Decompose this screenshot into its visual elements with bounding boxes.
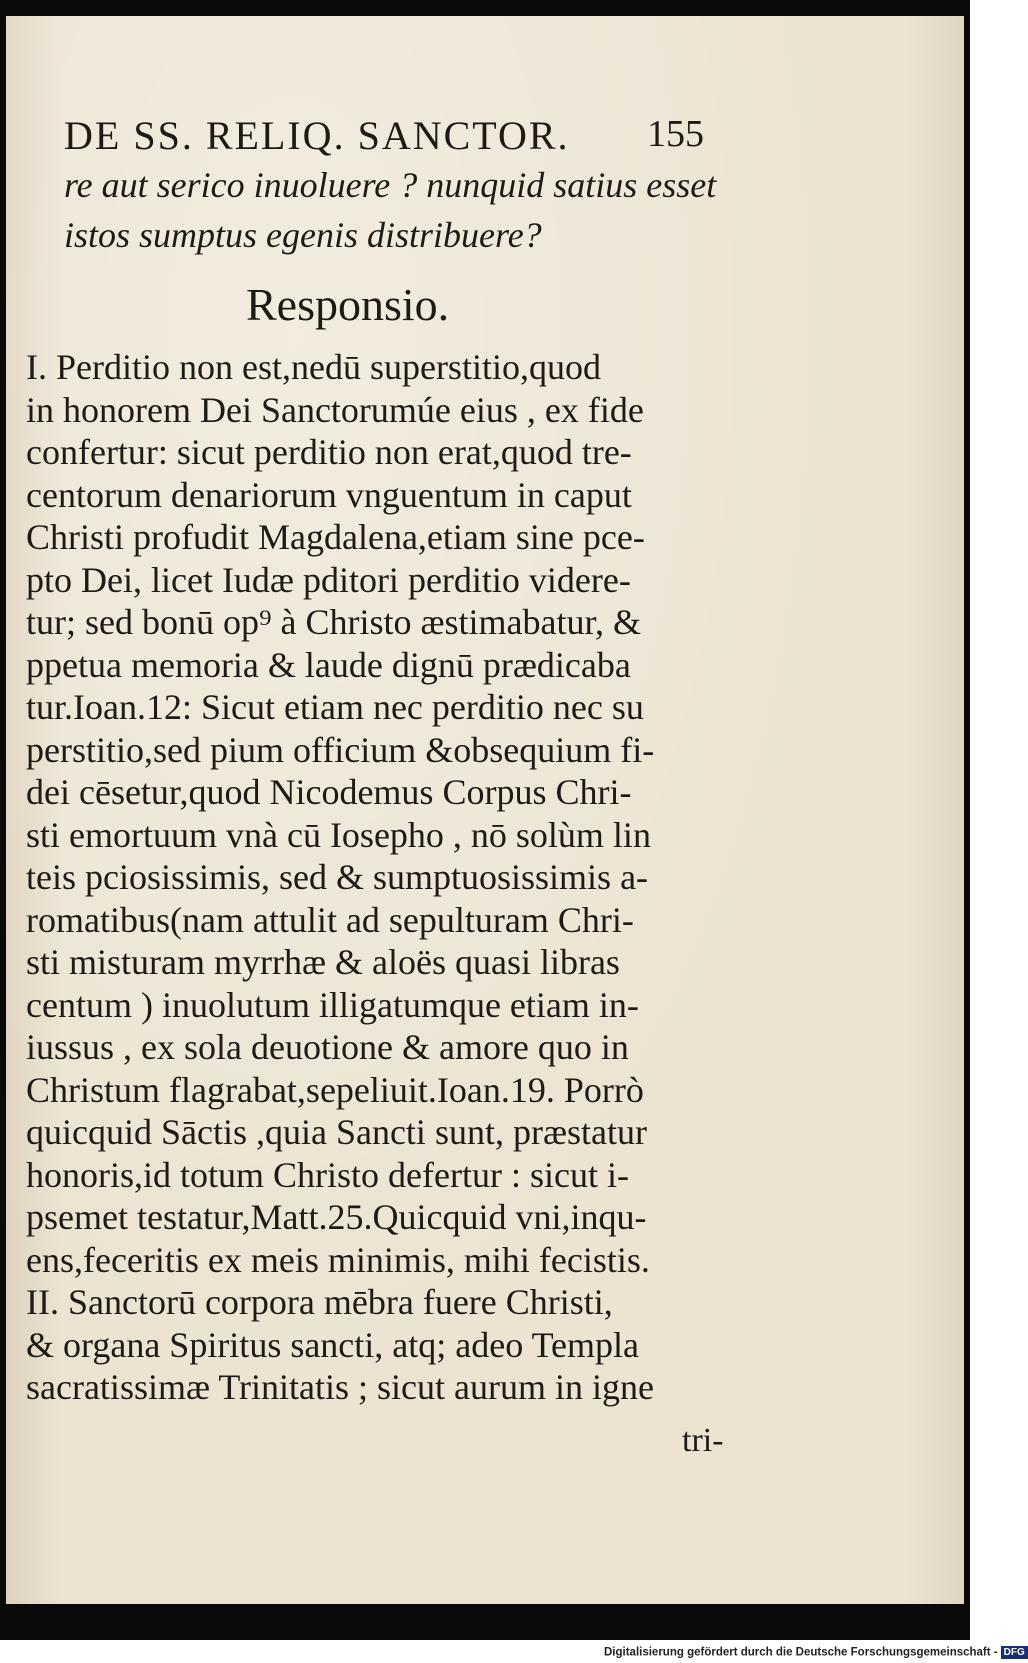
book-page bbox=[6, 16, 964, 1604]
body-line: dei cēsetur,quod Nicodemus Corpus Chri- bbox=[26, 772, 632, 812]
section-heading: Responsio. bbox=[246, 279, 450, 330]
body-line: centorum denariorum vnguentum in caput bbox=[26, 474, 632, 515]
body-line: teis pciosissimis, sed & sumptuosissimis a- bbox=[26, 857, 649, 897]
body-line: centum ) inuolutum illigatumque etiam in- bbox=[26, 984, 639, 1025]
body-line: sti emortuum vnà cū Iosepho , nō solùm lin bbox=[26, 814, 651, 855]
body-line: I. Perditio non est,nedū superstitio,quod bbox=[26, 347, 601, 387]
body-line: perstitio,sed pium officium &obsequium fi- bbox=[26, 729, 655, 770]
digitization-credit bbox=[604, 1646, 1028, 1659]
body-line: ppetua memoria & laude dignū prædicaba bbox=[26, 644, 631, 685]
body-line: honoris,id totum Christo defertur : sicut i- bbox=[26, 1154, 629, 1195]
body-line: Christi profudit Magdalena,etiam sine pce- bbox=[26, 517, 645, 557]
body-line: II. Sanctorū corpora mēbra fuere Christi, bbox=[26, 1282, 613, 1322]
body-line: quicquid Sāctis ,quia Sancti sunt, præstatur bbox=[26, 1112, 647, 1152]
body-line: confertur: sicut perditio non erat,quod tre- bbox=[26, 432, 632, 472]
body-text bbox=[26, 346, 736, 1409]
body-line: tur; sed bonū op⁹ à Christo æstimabatur, & bbox=[26, 602, 642, 642]
body-line: romatibus(nam attulit ad sepulturam Chri- bbox=[26, 899, 634, 940]
page-header bbox=[64, 112, 704, 168]
body-line: iussus , ex sola deuotione & amore quo in bbox=[26, 1027, 629, 1067]
credit-text: Digitalisierung gefördert durch die Deutsche Forschungsgemeinschaft - bbox=[604, 1646, 998, 1659]
body-line: & organa Spiritus sancti, atq; adeo Templa bbox=[26, 1324, 640, 1365]
dfg-logo-badge: DFG bbox=[1001, 1646, 1028, 1659]
page-number: 155 bbox=[647, 113, 704, 155]
italic-line-1: re aut serico inuoluere ? nunquid satius esset bbox=[64, 165, 717, 205]
body-line: sacratissimæ Trinitatis ; sicut aurum in igne bbox=[26, 1367, 654, 1407]
body-line: tur.Ioan.12: Sicut etiam nec perditio nec su bbox=[26, 687, 644, 727]
body-line: pto Dei, licet Iudæ pditori perditio videre- bbox=[26, 559, 631, 600]
body-line: ens,feceritis ex meis minimis, mihi fecistis. bbox=[26, 1239, 650, 1280]
body-line: sti misturam myrrhæ & aloës quasi libras bbox=[26, 942, 620, 982]
body-line: psemet testatur,Matt.25.Quicquid vni,inqu- bbox=[26, 1197, 647, 1237]
body-line: in honorem Dei Sanctorumúe eius , ex fide bbox=[26, 389, 644, 430]
body-line: Christum flagrabat,sepeliuit.Ioan.19. Porrò bbox=[26, 1069, 644, 1110]
catchword: tri- bbox=[682, 1422, 724, 1459]
running-title: DE SS. RELIQ. SANCTOR. bbox=[64, 113, 570, 158]
italic-line-2: istos sumptus egenis distribuere? bbox=[64, 215, 542, 255]
